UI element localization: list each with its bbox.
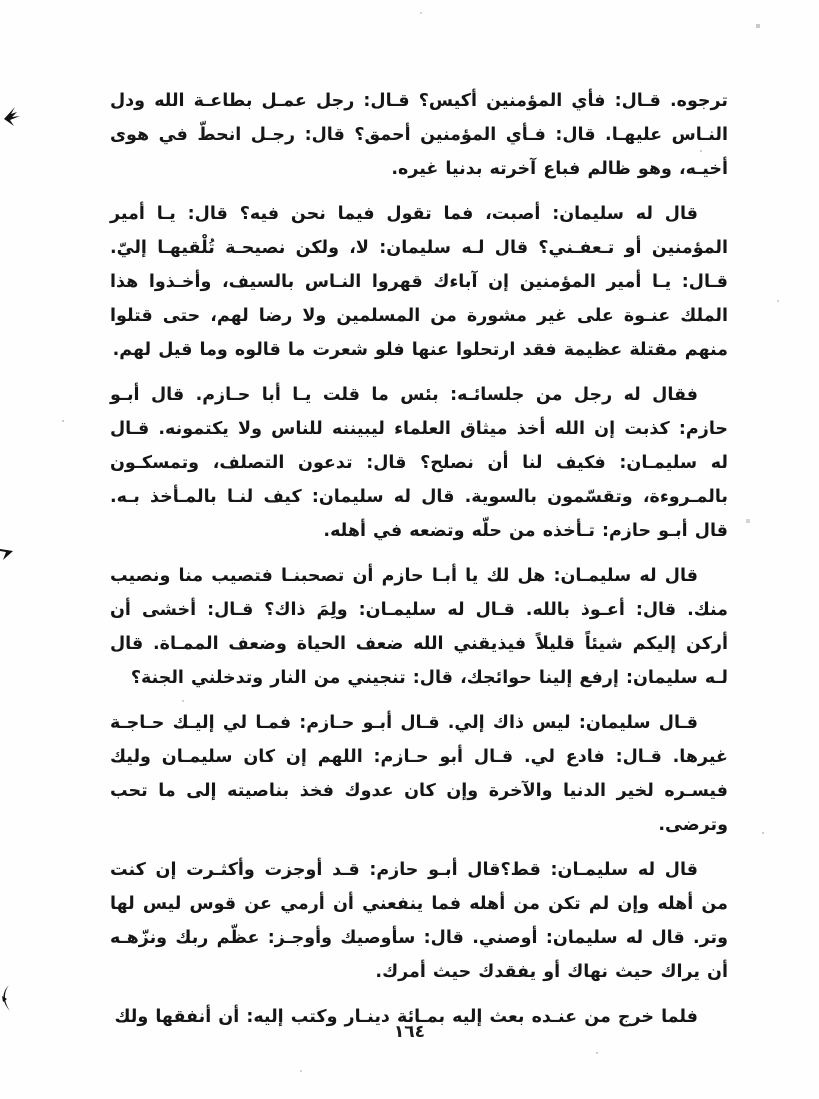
paragraph-4: قال له سليمـان: هل لك يا أبـا حازم أن تصحبنـا فتصيب منا ونصيب منك. قال: أعـوذ بالله. قـال له سليمـان: ولِمَ ذاك؟ قـال: أخشى أن أركن إليكم شيئاً قليلاً فيذيقني الله ضعف الحياة وضعف الممـاة. قال لـه سليمان: إرفع إلينا حوائجك، قال: تنجيني من النار وتدخلني الجنة؟: [110, 566, 728, 688]
paragraph-5: قـال سليمان: ليس ذاك إلي. قـال أبـو حـازم: فمـا لي إليـك حـاجـة غيرها. قـال: فادع لي. قـال أبو حـازم: اللهم إن كان سليمـان وليك فيسـره لخير الدنيا والآخرة وإن كان عدوك فخذ بناصيته إلى ما تحب وترضى.: [110, 713, 728, 835]
paragraph-7: فلما خرج من عنـده بعث إليه بمـائة دينـار وكتب إليه: أن أنفقها ولك: [114, 1007, 698, 1027]
paragraph-2: قال له سليمان: أصبت، فما تقول فيما نحن فيه؟ قال: يـا أمير المؤمنين أو تـعفـني؟ قال لـه سليمان: لا، ولكن نصيحـة تُلْقيهـا إليّ. قـال: يـا أمير المؤمنين إن آباءك قهروا النـاس بالسيف، وأخـذوا هذا الملك عنـوة على غير مشورة من المسلمين ولا رضا لهم، حتى قتلوا منهم مقتلة عظيمة فقد ارتحلوا عنها فلو شعرت ما قالوه وما قيل لهم.: [110, 204, 728, 360]
ink-arrow-mark: [0, 543, 15, 566]
scan-noise-specks: [0, 0, 2, 2]
ink-blot-mark: [3, 106, 24, 132]
ink-crescent-mark: [0, 984, 12, 1017]
paragraph-6: قال له سليمـان: قط؟قال أبـو حازم: قـد أوجزت وأكثـرت إن كنت من أهله وإن لم تكن من أهله فما ينفعني أن أرمي عن قوس ليس لها وتر. قال له سليمان: أوصني. قال: سأوصيك وأوجـز: عظّم ربك ونزّهـه أن يراك حيث نهاك أو يفقدك حيث أمرك.: [110, 860, 728, 982]
paragraph-3: فقال له رجل من جلسائـه: بئس ما قلت يـا أبا حـازم. قال أبـو حازم: كذبت إن الله أخذ ميثاق العلماء ليبيننه للناس ولا يكتمونه. قـال له سليمـان: فكيف لنا أن نصلح؟ قال: تدعون التصلف، وتمسكـون بالمـروءة، وتقسّمون بالسوية. قال له سليمان: كيف لنـا بالمـأخذ بـه. قال أبـو حازم: تـأخذه من حلّه وتضعه في أهله.: [110, 385, 728, 541]
body-text: [110, 84, 728, 1045]
page-number: ١٦٤: [393, 1022, 426, 1042]
paragraph-1: ترجوه. قـال: فأي المؤمنين أكيس؟ قـال: رجل عمـل بطاعـة الله ودل النـاس عليهـا. قال: فـأي المؤمنين أحمق؟ قال: رجـل انحطّ في هوى أخيـه، وهو ظالم فباع آخرته بدنيا غيره.: [110, 91, 728, 179]
